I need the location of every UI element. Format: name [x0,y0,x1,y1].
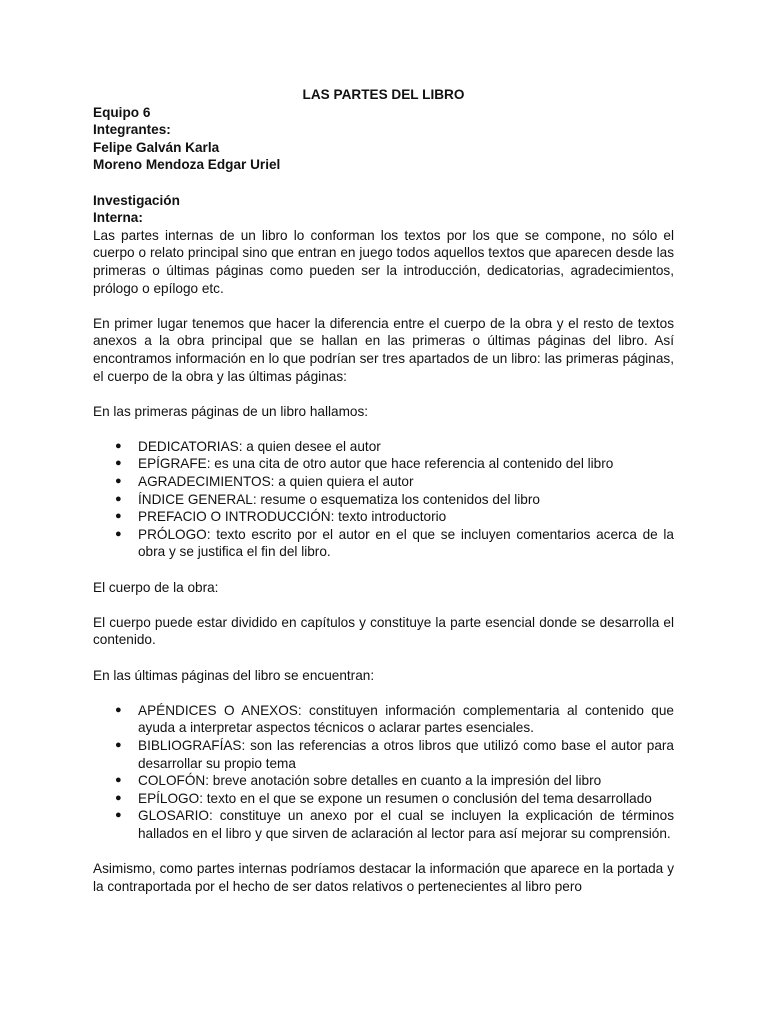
members-label: Integrantes: [93,122,171,138]
blank-line [93,649,674,667]
blank-line [93,561,674,579]
list-item-text: ÍNDICE GENERAL: resume o esquematiza los contenidos del libro [138,491,540,507]
bullet-icon: ● [115,492,122,505]
list-item [93,737,674,772]
member-name: Moreno Mendoza Edgar Uriel [93,157,281,173]
bullet-icon: ● [115,475,122,488]
paragraph: En las primeras páginas de un libro hallamos: [93,403,369,419]
list-item-text: PREFACIO O INTRODUCCIÓN: texto introductorio [138,509,447,525]
list-item [93,438,674,456]
list-item-text: BIBLIOGRAFÍAS: son las referencias a otros libros que utilizó como base el autor para desarrollar su propio tema [138,737,674,771]
list-item-text: PRÓLOGO: texto escrito por el autor en el que se incluyen comentarios acerca de la obra y se justifica el fin del libro. [138,526,674,560]
list-item [93,491,674,509]
blank-line [93,385,674,403]
team-line: Equipo 6 [93,104,151,120]
list-item-text: DEDICATORIAS: a quien desee el autor [138,438,381,454]
section-heading: Investigación [93,192,180,208]
blank-line [93,297,674,315]
bullet-icon: ● [115,527,122,540]
blank-line [93,420,674,438]
blank-line [93,843,674,861]
paragraph: El cuerpo de la obra: [93,579,219,595]
list-item-text: GLOSARIO: constituye un anexo por el cual se incluyen la explicación de términos hallados en el libro y que sirven de aclaración al lector para así mejorar su comprensión. [138,808,674,841]
list-item [93,790,674,808]
first-pages-list [93,438,674,561]
document-title: LAS PARTES DEL LIBRO [302,87,465,102]
list-item [93,772,674,790]
list-item [93,508,674,526]
list-item [93,526,674,561]
list-item-text: EPÍLOGO: texto en el que se expone un resumen o conclusión del tema desarrollado [138,790,652,806]
list-item-text: EPÍGRAFE: es una cita de otro autor que hace referencia al contenido del libro [138,456,614,472]
list-item-text: APÉNDICES O ANEXOS: constituyen información complementaria al contenido que ayuda a interpretar aspectos técnicos o aclarar partes esenciales. [138,702,674,736]
bullet-icon: ● [115,510,122,523]
subsection-heading: Interna: [93,210,143,226]
blank-line [93,174,674,192]
paragraph: El cuerpo puede estar dividido en capítulos y constituye la parte esencial donde se desarrolla el contenido. [93,614,674,648]
paragraph: Asimismo, como partes internas podríamos destacar la información que aparece en la portada y la contraportada por el hecho de ser datos relativos o pertenecientes al libro pero [93,861,674,894]
bullet-icon: ● [115,738,122,751]
list-item-text: COLOFÓN: breve anotación sobre detalles en cuanto a la impresión del libro [138,773,602,789]
paragraph: En las últimas páginas del libro se encuentran: [93,667,375,683]
blank-line [93,684,674,702]
bullet-icon: ● [115,774,122,787]
blank-line [93,596,674,614]
list-item [93,473,674,491]
bullet-icon: ● [115,457,122,470]
paragraph: Las partes internas de un libro lo conforman los textos por los que se compone, no sólo el cuerpo o relato principal sino que entran en juego todos aquellos textos que aparecen desde las primeras o últimas páginas como pueden ser la introducción, dedicatorias, agradecimientos, prólogo o epílogo etc. [93,227,674,296]
paragraph: En primer lugar tenemos que hacer la diferencia entre el cuerpo de la obra y el resto de textos anexos a la obra principal que se hallan en las primeras o últimas páginas del libro. Así encontramos información en lo que podrían ser tres apartados de un libro: las primeras páginas, el cuerpo de la obra y las últimas páginas: [93,315,674,384]
list-item-text: AGRADECIMIENTOS: a quien quiera el autor [138,474,414,490]
bullet-icon: ● [115,809,122,822]
list-item [93,455,674,473]
bullet-icon: ● [115,791,122,804]
list-item [93,807,674,842]
bullet-icon: ● [115,703,122,716]
last-pages-list [93,702,674,843]
list-item [93,702,674,737]
member-name: Felipe Galván Karla [93,139,220,155]
bullet-icon: ● [115,439,122,452]
